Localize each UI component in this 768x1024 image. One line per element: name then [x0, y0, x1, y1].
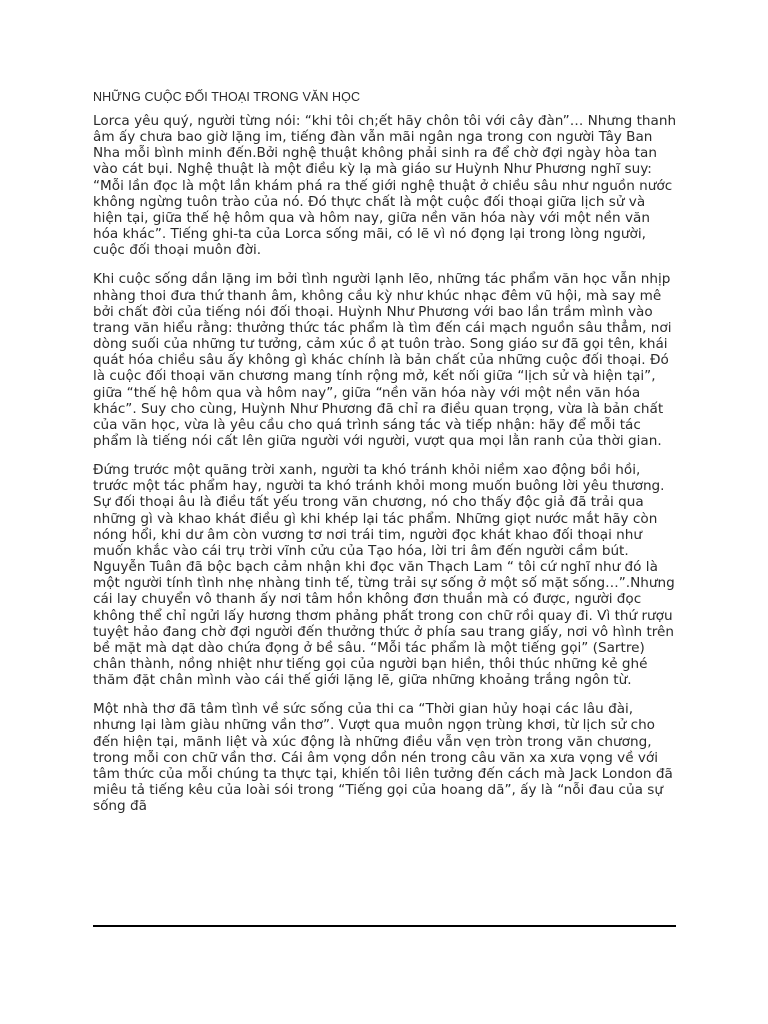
paragraph-4: Một nhà thơ đã tâm tình về sức sống của thi ca “Thời gian hủy hoại các lâu đài, nhưng lại làm giàu những vần thơ”. Vượt qua muôn ngọn trùng khơi, từ lịch sử cho đến hiện tại, mãnh liệt và xúc động là những điều vẫn vẹn tròn trong văn chương, trong mỗi con chữ vần thơ. Cái âm vọng dồn nén trong câu văn xa xưa vọng về với tâm thức của mỗi chúng ta thực tại, khiến tôi liên tưởng đến cách mà Jack London đã miêu tả tiếng kêu của loài sói trong “Tiếng gọi của hoang dã”, ấy là “nỗi đau của sự sống đã — [93, 701, 673, 815]
paragraph-2: Khi cuộc sống dần lặng im bởi tình người lạnh lẽo, những tác phẩm văn học vẫn nhịp nhàng thoi đưa thứ thanh âm, không cầu kỳ như khúc nhạc đêm vũ hội, mà say mê bởi chất đời của tiếng nói đối thoại. Huỳnh Như Phương với bao lần trầm mình vào trang văn hiểu rằng: thưởng thức tác phẩm là tìm đến cái mạch nguồn sâu thẳm, nơi dòng suối của những tư tưởng, cảm xúc ồ ạt tuôn trào. Song giáo sư đã gọi tên, khái quát hóa chiều sâu ấy không gì khác chính là bản chất của những cuộc đối thoại. Đó là cuộc đối thoại văn chương mang tính rộng mở, kết nối giữa “lịch sử và hiện tại”, giữa “thế hệ hôm qua và hôm nay”, giữa “nền văn hóa này với một nền văn hóa khác”. Suy cho cùng, Huỳnh Như Phương đã chỉ ra điều quan trọng, vừa là bản chất của văn học, vừa là yêu cầu cho quá trình sáng tác và tiếp nhận: hãy để mỗi tác phẩm là tiếng nói cất lên giữa người với người, vượt qua mọi lằn ranh của thời gian. — [93, 271, 672, 449]
document-body — [93, 89, 677, 827]
document-title: NHỮNG CUỘC ĐỐI THOẠI TRONG VĂN HỌC — [93, 90, 361, 104]
paragraph-3: Đứng trước một quãng trời xanh, người ta khó tránh khỏi niềm xao động bồi hồi, trước một tác phẩm hay, người ta khó tránh khỏi mong muốn buông lời yêu thương. Sự đối thoại âu là điều tất yếu trong văn chương, nó cho thấy độc giả đã trải qua những gì và khao khát điều gì khi khép lại tác phẩm. Những giọt nước mắt hãy còn nóng hổi, khi dư âm còn vương tơ nơi trái tim, người đọc khát khao đối thoại như muốn khắc vào cái trụ trời vĩnh cửu của Tạo hóa, lời tri âm đến người cầm bút. Nguyễn Tuân đã bộc bạch cảm nhận khi đọc văn Thạch Lam “ tôi cứ nghĩ như đó là một người tính tình nhẹ nhàng tinh tế, từng trải sự sống ở một số mặt sống…”.Nhưng cái lay chuyển vô thanh ấy nơi tâm hồn không đơn thuần mà có được, người đọc không thể chỉ ngửi lấy hương thơm phảng phất trong con chữ rồi quay đi. Vì thứ rượu tuyệt hảo đang chờ đợi người đến thưởng thức ở phía sau trang giấy, nơi vô hình trên bề mặt mà dạt dào chứa đọng ở bề sâu. “Mỗi tác phẩm là một tiếng gọi” (Sartre) chân thành, nồng nhiệt như tiếng gọi của người bạn hiền, thôi thúc những kẻ ghé thăm đặt chân mình vào cái thế giới lặng lẽ, giữa những khoảng trắng ngôn từ. — [93, 462, 675, 689]
paragraph-1: Lorca yêu quý, người từng nói: “khi tôi ch;ết hãy chôn tôi với cây đàn”… Nhưng thanh âm ấy chưa bao giờ lặng im, tiếng đàn vẫn mãi ngân nga trong con người Tây Ban Nha mỗi bình minh đến.Bởi nghệ thuật không phải sinh ra để chờ đợi ngày hòa tan vào cát bụi. Nghệ thuật là một điều kỳ lạ mà giáo sư Huỳnh Như Phương nghĩ suy: “Mỗi lần đọc là một lần khám phá ra thế giới nghệ thuật ở chiều sâu như nguồn nước không ngừng tuôn trào của nó. Đó thực chất là một cuộc đối thoại giữa lịch sử và hiện tại, giữa thế hệ hôm qua và hôm nay, giữa nền văn hóa này với một nền văn hóa khác”. Tiếng ghi-ta của Lorca sống mãi, có lẽ vì nó đọng lại trong lòng người, cuộc đối thoại muôn đời. — [93, 113, 677, 259]
bottom-rule — [93, 925, 676, 927]
